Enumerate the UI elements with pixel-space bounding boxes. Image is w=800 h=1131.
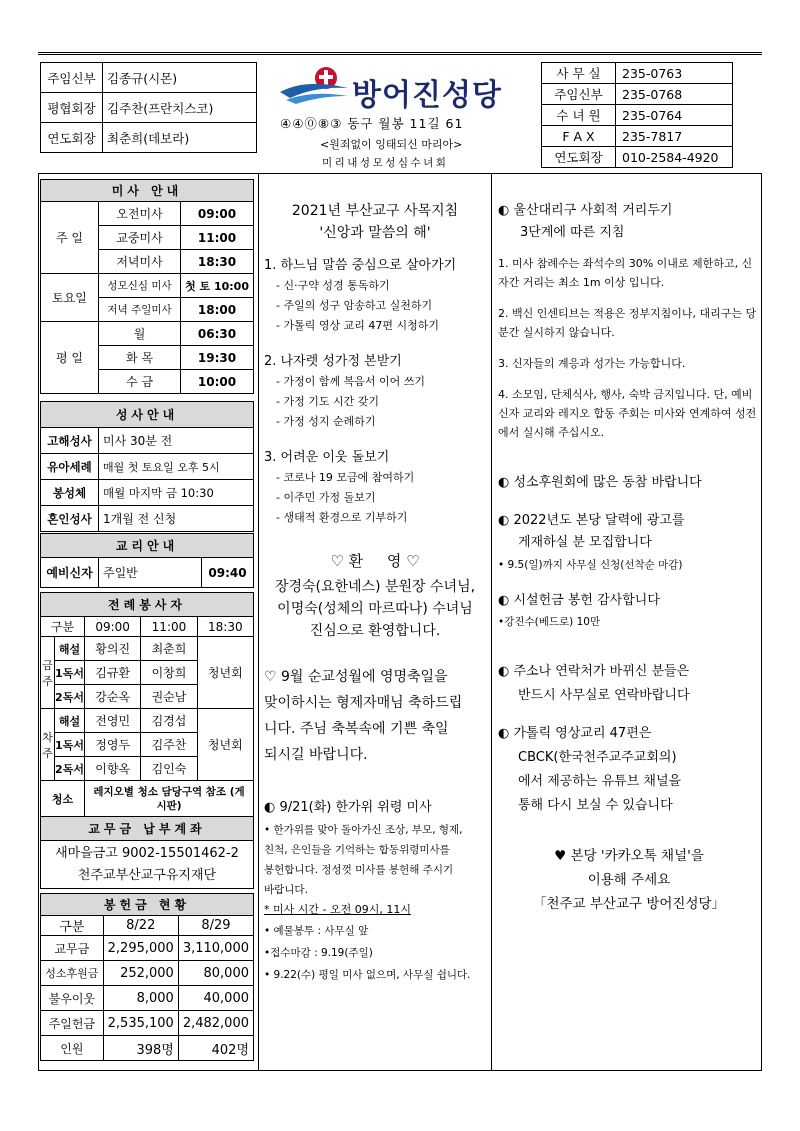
liturgy-person: 김경섭 [141,709,197,733]
liturgy-youth: 청년회 [197,709,253,781]
guideline-item: - 이주민 가정 돌보기 [276,491,376,504]
contact-value: 235-0768 [616,84,733,105]
staff-value: 최춘희(데보라) [103,123,257,153]
feastday-line: ♡ 9월 순교성월에 영명축일을 [264,669,448,685]
liturgy-person: 최춘희 [141,637,197,661]
mass-time: 18:00 [181,298,254,322]
liturgy-header: 09:00 [85,617,141,637]
sunday-label: 주 일 [41,202,99,274]
welcome-line: 장경숙(요한네스) 분원장 수녀님, [274,579,476,595]
mass-time: 19:30 [181,346,254,370]
memorial-extra-line: • 9.22(수) 평일 미사 없으며, 사무실 쉽니다. [264,969,471,981]
mass-time: 18:30 [181,250,254,274]
liturgy-person: 김주찬 [141,733,197,757]
sacrament-value: 미사 30분 전 [99,428,254,454]
welcome-title: ♡ 환 영 ♡ [330,552,420,570]
welcome-line: 진심으로 환영합니다. [309,623,441,639]
liturgy-person: 김규환 [85,661,141,685]
liturgy-role: 해설 [55,709,85,733]
contact-row [542,84,733,105]
liturgy-person: 전영민 [85,709,141,733]
contact-row [542,147,733,168]
liturgy-person: 이향옥 [85,757,141,781]
account-number: 새마을금고 9002-15501462-2 [55,845,239,861]
parish-sisters: 미리내성모성심수녀회 [322,157,449,169]
contact-label: 주임신부 [542,84,616,105]
vocation-notice: ◐ 성소후원회에 많은 동참 바랍니다 [498,475,702,490]
liturgy-youth: 청년회 [197,637,253,709]
offering-header: 구분 [41,916,104,936]
memorial-line: 봉헌합니다. 정성껏 미사를 봉헌해 주시기 [264,864,454,876]
parish-patron: <원죄없이 잉태되신 마리아> [320,138,463,151]
guideline-item: - 신·구약 성경 통독하기 [276,279,390,292]
liturgy-role: 2독서 [55,685,85,709]
kakao-notice-2: 이용해 주세요 [587,872,671,888]
sacrament-label: 고해성사 [41,428,99,454]
facility-notice: ◐ 시설헌금 봉헌 감사합니다 [498,593,660,608]
feastday-line: 맞이하시는 형제자매님 축하드립 [264,695,463,711]
memorial-line: • 한가위를 맞아 돌아가신 조상, 부모, 형제, [264,824,463,836]
cleaning-value: 레지오별 청소 담당구역 참조 (게시판) [85,781,254,817]
memorial-time: * 미사 시간 - 오전 09시, 11시 [264,903,411,916]
mass-time: 09:00 [181,202,254,226]
ulsan-title: ◐ 울산대리구 사회적 거리두기 [498,203,673,218]
liturgy-header: 구분 [41,617,85,637]
doctrine-table [40,533,254,588]
memorial-extra-line: • 예물봉투 : 사무실 앞 [264,925,369,937]
contact-label: F A X [542,126,616,147]
offering-value: 40,000 [178,986,253,1011]
sacrament-title: 성사안내 [41,402,254,428]
mass-day: 월 [99,322,181,346]
guideline-item: - 가정 성지 순례하기 [276,415,376,428]
sacrament-table [40,401,254,532]
liturgy-role: 해설 [55,637,85,661]
staff-value: 김주찬(프란치스코) [103,93,257,123]
sacrament-label: 혼인성사 [41,506,99,532]
offering-value: 402명 [178,1036,253,1061]
feastday-message [264,664,486,768]
ulsan-item: 4. 소모임, 단체식사, 행사, 숙박 금지입니다. 단, 예비신자 교리와 레지오 합동 주회는 미사와 연계하여 성전에서 실시해 주십시오. [498,388,757,439]
middle-column [264,200,486,986]
memorial-extra [264,920,486,986]
account-holder: 천주교부산교구유지재단 [77,867,217,883]
offering-value: 2,535,100 [103,1011,178,1036]
guideline-title: 1. 하느님 말씀 중심으로 살아가기 [264,258,457,273]
guideline-item: - 가정이 함께 복음서 이어 쓰기 [276,375,425,388]
guideline-heading: 2021년 부산교구 사목지침 [291,203,459,219]
liturgy-title: 전례봉사자 [41,593,254,617]
mass-title: 미사 안내 [41,180,254,202]
guideline-item: - 코로나 19 모금에 참여하기 [276,471,415,484]
guideline-item: - 가톨릭 영상 교리 47편 시청하기 [276,319,439,332]
catechism-line: 에서 제공하는 유튜브 채널을 [518,774,682,789]
offering-table [40,893,254,1061]
saturday-label: 토요일 [41,274,99,322]
offering-value: 8,000 [103,986,178,1011]
offering-value: 80,000 [178,961,253,986]
memorial-extra-line: •접수마감 : 9.19(주일) [264,947,373,959]
feastday-line: 되시길 바랍니다. [264,747,368,763]
liturgy-table [40,592,254,817]
mass-time: 11:00 [181,226,254,250]
sacrament-label: 유아세례 [41,454,99,480]
mass-time: 06:30 [181,322,254,346]
offering-value: 2,295,000 [103,936,178,961]
staff-row [41,93,257,123]
calendar-notice-2: 게재하실 분 모집합니다 [518,535,652,550]
catechism-line: 통해 다시 보실 수 있습니다 [518,798,673,813]
staff-value: 김종규(시몬) [103,63,257,93]
cleaning-label: 청소 [41,781,85,817]
contact-value: 235-0764 [616,105,733,126]
guideline-item: - 가정 기도 시간 갖기 [276,395,379,408]
right-column [498,200,760,916]
calendar-notice: ◐ 2022년도 본당 달력에 광고를 [498,513,685,528]
guideline-item: - 생태적 환경으로 기부하기 [276,511,408,524]
parish-logo-icon [276,64,352,106]
memorial-line: 바랍니다. [264,884,308,896]
memorial-line: 친척, 은인들을 기억하는 합동위령미사를 [264,844,450,856]
welcome-line: 이명숙(성체의 마르따나) 수녀님 [277,601,473,617]
guideline-subheading: '신앙과 말씀의 해' [319,225,431,241]
sacrament-label: 봉성체 [41,480,99,506]
mass-name: 성모신심 미사 [99,274,181,298]
offering-label: 교무금 [41,936,104,961]
column-divider [258,173,259,1071]
offering-value: 2,482,000 [178,1011,253,1036]
mass-name: 교중미사 [99,226,181,250]
memorial-body [264,820,486,900]
catechism-notice: ◐ 가톨릭 영상교리 47편은 [498,726,652,741]
contact-value: 235-0763 [616,63,733,84]
offering-header: 8/22 [103,916,178,936]
kakao-channel-name: 「천주교 부산교구 방어진성당」 [532,896,726,912]
account-title: 교무금 납부계좌 [41,817,254,841]
mass-day: 화 목 [99,346,181,370]
contact-label: 수 녀 원 [542,105,616,126]
mass-name: 저녁미사 [99,250,181,274]
guideline-title: 3. 어려운 이웃 돌보기 [264,450,390,465]
staff-table [40,62,257,153]
staff-label: 주임신부 [41,63,103,93]
ulsan-item: 3. 신자들의 계응과 성가는 가능합니다. [498,357,686,370]
mass-day: 수 금 [99,370,181,394]
liturgy-header: 18:30 [197,617,253,637]
guideline-title: 2. 나자렛 성가정 본받기 [264,354,402,369]
ulsan-item: 1. 미사 참례수는 좌석수의 30% 이내로 제한하고, 신자간 거리는 최소 1m 이상 입니다. [498,257,753,289]
account-table [40,816,254,889]
liturgy-header: 11:00 [141,617,197,637]
doctrine-time: 09:40 [202,558,254,588]
liturgy-person: 권순남 [141,685,197,709]
parish-address: ④④⓪⑧③ 동구 월봉 11길 61 [280,116,464,131]
address-notice: ◐ 주소나 연락처가 바뀌신 분들은 [498,664,690,679]
liturgy-person: 정영두 [85,733,141,757]
sacrament-value: 매월 첫 토요일 오후 5시 [99,454,254,480]
memorial-title: ◐ 9/21(화) 한가위 위령 미사 [264,800,432,815]
doctrine-title: 교리안내 [41,534,254,558]
contact-label: 사 무 실 [542,63,616,84]
liturgy-role: 1독서 [55,733,85,757]
contact-row [542,126,733,147]
doctrine-value: 주일반 [99,558,202,588]
mass-time: 첫 토 10:00 [181,274,254,298]
contact-value: 010-2584-4920 [616,147,733,168]
offering-label: 주일헌금 [41,1011,104,1036]
column-divider [491,173,492,1071]
liturgy-person: 이창희 [141,661,197,685]
ulsan-item: 2. 백신 인센티브는 적용은 정부지침이나, 대리구는 당분간 실시하지 않습니다. [498,307,757,339]
offering-label: 불우이웃 [41,986,104,1011]
liturgy-person: 김인숙 [141,757,197,781]
contact-row [542,63,733,84]
offering-value: 3,110,000 [178,936,253,961]
doctrine-label: 예비신자 [41,558,99,588]
this-week-label: 금주 [41,637,55,709]
catechism-line: CBCK(한국천주교주교회의) [518,750,677,765]
feastday-line: 니다. 주님 축복속에 기쁜 축일 [264,721,449,737]
calendar-note: • 9.5(일)까지 사무실 신청(선착순 마감) [498,559,683,571]
staff-row [41,123,257,153]
mass-name: 저녁 주일미사 [99,298,181,322]
contact-value: 235-7817 [616,126,733,147]
weekday-label: 평 일 [41,322,99,394]
top-rule [38,52,762,55]
next-week-label: 차주 [41,709,55,781]
liturgy-person: 강순옥 [85,685,141,709]
mass-time: 10:00 [181,370,254,394]
contact-table [541,62,733,168]
contact-label: 연도회장 [542,147,616,168]
kakao-notice: ♥ 본당 '카카오톡 채널'을 [554,848,704,864]
liturgy-person: 황의진 [85,637,141,661]
address-notice-2: 반드시 사무실로 연락바랍니다 [518,688,690,703]
parish-title: 방어진성당 [352,78,502,113]
offering-value: 398명 [103,1036,178,1061]
guideline-item: - 주일의 성구 암송하고 실천하기 [276,299,433,312]
liturgy-role: 2독서 [55,757,85,781]
sacrament-value: 매월 마지막 금 10:30 [99,480,254,506]
contact-row [542,105,733,126]
mass-name: 오전미사 [99,202,181,226]
offering-title: 봉헌금 현황 [41,894,254,916]
mass-table [40,179,254,394]
staff-row [41,63,257,93]
offering-header: 8/29 [178,916,253,936]
staff-label: 연도회장 [41,123,103,153]
ulsan-subtitle: 3단계에 따른 지침 [520,225,625,240]
staff-label: 평협회장 [41,93,103,123]
facility-note: •강진수(베드로) 10만 [498,616,601,628]
offering-value: 252,000 [103,961,178,986]
offering-label: 성소후원금 [41,961,104,986]
liturgy-role: 1독서 [55,661,85,685]
sacrament-value: 1개월 전 신청 [99,506,254,532]
offering-label: 인원 [41,1036,104,1061]
